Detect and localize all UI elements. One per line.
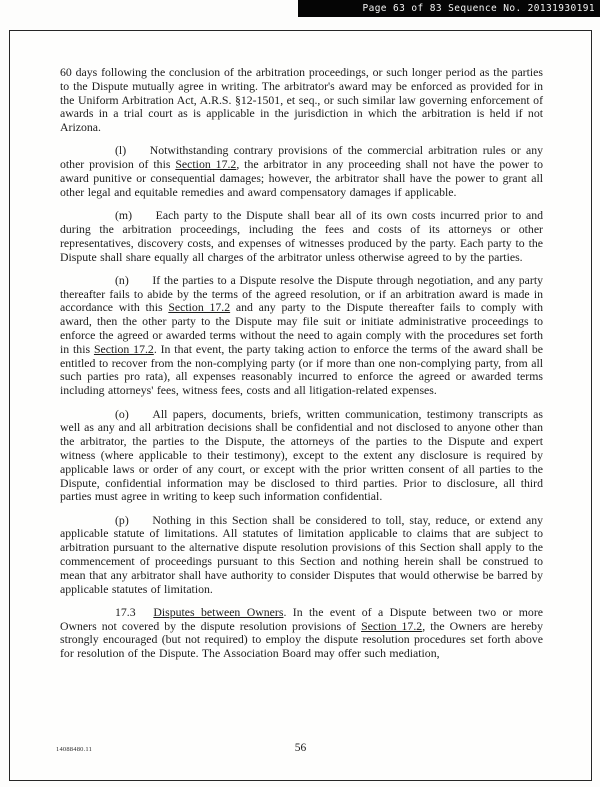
text-segment: , the Owners are hereby strongly encouraged (but not required) to employ the dispute resolution procedures set forth above for resolution of the Dispute. The Association Board may offer such mediation,: [60, 618, 543, 661]
underlined-reference: Disputes between Owners: [153, 604, 284, 619]
para-o: [60, 408, 543, 505]
underlined-reference: Section 17.2: [361, 618, 423, 633]
para-l: [60, 144, 543, 199]
text-segment: 17.3: [115, 604, 154, 619]
text-segment: (n) If the parties to a Dispute resolve the Dispute through negotiation, and any party thereafter fails to abide by the terms of the agreed resolution, or if an arbitration award is made in accordance with this: [60, 272, 543, 315]
para-m: [60, 209, 543, 264]
para-continuation: [60, 66, 543, 135]
text-segment: 60 days following the conclusion of the arbitration proceedings, or such longer period as the parties to the Dispute mutually agree in writing. The arbitrator's award may be enforced as provided for in the Uniform Arbitration Act, A.R.S. §12-1501, et seq., or such similar law governing enforcement of awards in a trial court as is applicable in the jurisdiction in which the arbitration is held if not Arizona.: [60, 65, 543, 135]
text-segment: . In that event, the party taking action to enforce the terms of the award shall be entitled to recover from the non-complying party (or if more than one non-complying party, from all such parties pro rata), all expenses reasonably incurred to enforce the agreed or awarded terms including attorneys' fees, witness fees, costs and all litigation-related expenses.: [60, 341, 544, 398]
para-n: [60, 274, 543, 398]
para-17-3: [60, 606, 543, 661]
page-footer: [10, 742, 591, 758]
document-number: 14088480.11: [56, 746, 93, 753]
sequence-stamp: Page 63 of 83 Sequence No. 20131930191: [298, 0, 600, 17]
page-border: [9, 30, 592, 781]
text-segment: , the arbitrator in any proceeding shall not have the power to award punitive or consequential damages; however, the arbitrator shall have the power to grant all other legal and equitable remedies and award compensatory damages if applicable.: [60, 157, 543, 199]
underlined-reference: Section 17.2: [168, 300, 231, 315]
underlined-reference: Section 17.2: [93, 341, 154, 356]
para-p: [60, 514, 543, 597]
text-segment: (l) Notwithstanding contrary provisions of the commercial arbitration rules or any other provision of this: [60, 143, 543, 172]
text-segment: (o) All papers, documents, briefs, written communication, testimony transcripts as well as any and all arbitration decisions shall be confidential and not disclosed to anyone other than the arbitrator, the parties to the Dispute, the attorneys of the parties to the Dispute and expert witness (where applicable to their testimony), except to the extent any disclosure is required by applicable laws or order of any court, or except with the prior written consent of all parties to the Dispute, confidential information may be disclosed to third parties. Prior to disclosure, all third parties must agree in writing to keep such information confidential.: [60, 406, 543, 504]
underlined-reference: Section 17.2: [175, 157, 237, 172]
text-segment: (m) Each party to the Dispute shall bear all of its own costs incurred prior to and during the arbitration proceedings, including the fees and costs of its attorneys or other representatives, discovery costs, and expenses of witnesses produced by the party. Each party to the Dispute shall share equally all charges of the arbitrator unless otherwise agreed to by the parties.: [60, 208, 543, 264]
page-number: 56: [294, 742, 307, 754]
text-segment: . In the event of a Dispute between two or more Owners not covered by the dispute resolution provisions of: [60, 604, 543, 633]
text-segment: (p) Nothing in this Section shall be considered to toll, stay, reduce, or extend any applicable statute of limitations. All statutes of limitation applicable to claims that are subject to arbitration pursuant to the alternative dispute resolution provisions of this Section shall apply to the commencement of proceedings pursuant to this Section and nothing herein shall be construed to mean that any arbitrator shall have authority to consider Disputes that would otherwise be barred by applicable statutes of limitation.: [60, 512, 543, 596]
document-body: [60, 66, 543, 671]
text-segment: and any party to the Dispute thereafter fails to comply with award, then the other party to the Dispute may file suit or initiate administrative proceedings to enforce the agreed or awarded terms without the need to again comply with the procedures set forth in this: [60, 300, 544, 356]
